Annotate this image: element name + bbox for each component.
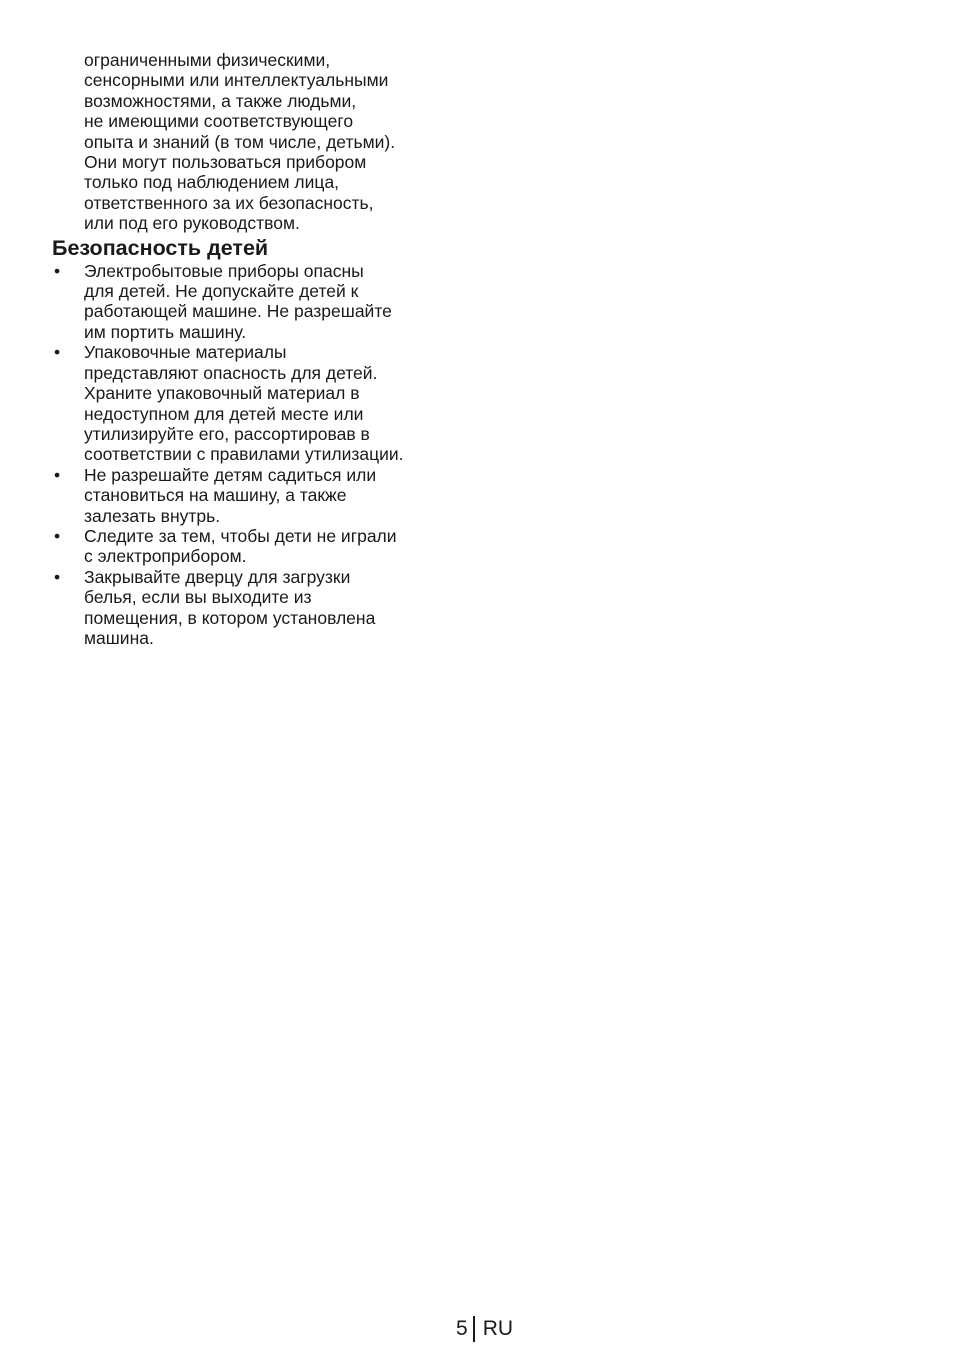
bullet-line: помещения, в котором установлена bbox=[84, 607, 376, 628]
page-number: 5 bbox=[456, 1317, 468, 1340]
bullet-line: становиться на машину, а также bbox=[84, 485, 347, 506]
intro-paragraph bbox=[52, 50, 482, 234]
bullet-line: соответствии с правилами утилизации. bbox=[84, 444, 404, 465]
page-footer bbox=[456, 1316, 513, 1342]
bullet-line: Не разрешайте детям садиться или bbox=[84, 464, 377, 485]
bullet-line: Электробытовые приборы опасны bbox=[84, 260, 364, 281]
bullet-line: залезать внутрь. bbox=[84, 505, 221, 526]
bullet-icon: • bbox=[54, 525, 61, 546]
footer-divider bbox=[473, 1316, 475, 1342]
intro-line: Они могут пользоваться прибором bbox=[84, 152, 367, 173]
list-item bbox=[52, 261, 482, 343]
bullet-icon: • bbox=[54, 342, 61, 363]
intro-line: не имеющими соответствующего bbox=[84, 111, 354, 132]
intro-line: возможностями, а также людьми, bbox=[84, 90, 357, 111]
bullet-line: утилизируйте его, рассортировав в bbox=[84, 423, 370, 444]
bullet-line: белья, если вы выходите из bbox=[84, 587, 312, 608]
bullet-line: представляют опасность для детей. bbox=[84, 362, 378, 383]
list-item bbox=[52, 465, 482, 526]
bullet-line: с электроприбором. bbox=[84, 546, 247, 567]
bullet-line: Упаковочные материалы bbox=[84, 342, 287, 363]
bullet-text bbox=[84, 567, 482, 649]
bullet-line: машина. bbox=[84, 627, 154, 648]
list-item bbox=[52, 526, 482, 567]
bullet-text bbox=[84, 342, 482, 464]
bullet-icon: • bbox=[54, 464, 61, 485]
text-column bbox=[52, 50, 482, 648]
bullet-line: для детей. Не допускайте детей к bbox=[84, 281, 359, 302]
language-code: RU bbox=[482, 1317, 514, 1340]
bullet-text bbox=[84, 261, 482, 343]
intro-line: или под его руководством. bbox=[84, 213, 300, 234]
list-item bbox=[52, 567, 482, 649]
bullet-text bbox=[84, 526, 482, 567]
intro-line: опыта и знаний (в том числе, детьми). bbox=[84, 131, 396, 152]
intro-line: ответственного за их безопасность, bbox=[84, 192, 374, 213]
bullet-line: работающей машине. Не разрешайте bbox=[84, 301, 392, 322]
bullet-line: им портить машину. bbox=[84, 321, 247, 342]
bullet-line: Закрывайте дверцу для загрузки bbox=[84, 566, 351, 587]
bullet-line: Следите за тем, чтобы дети не играли bbox=[84, 525, 397, 546]
bullet-line: недоступном для детей месте или bbox=[84, 403, 364, 424]
safety-bullet-list bbox=[52, 261, 482, 649]
list-item bbox=[52, 342, 482, 464]
intro-line: только под наблюдением лица, bbox=[84, 172, 340, 193]
intro-line: ограниченными физическими, bbox=[84, 50, 331, 70]
intro-line: сенсорными или интеллектуальными bbox=[84, 70, 389, 91]
bullet-icon: • bbox=[54, 566, 61, 587]
bullet-icon: • bbox=[54, 260, 61, 281]
bullet-line: Храните упаковочный материал в bbox=[84, 383, 360, 404]
section-heading: Безопасность детей bbox=[52, 235, 269, 260]
bullet-text bbox=[84, 465, 482, 526]
